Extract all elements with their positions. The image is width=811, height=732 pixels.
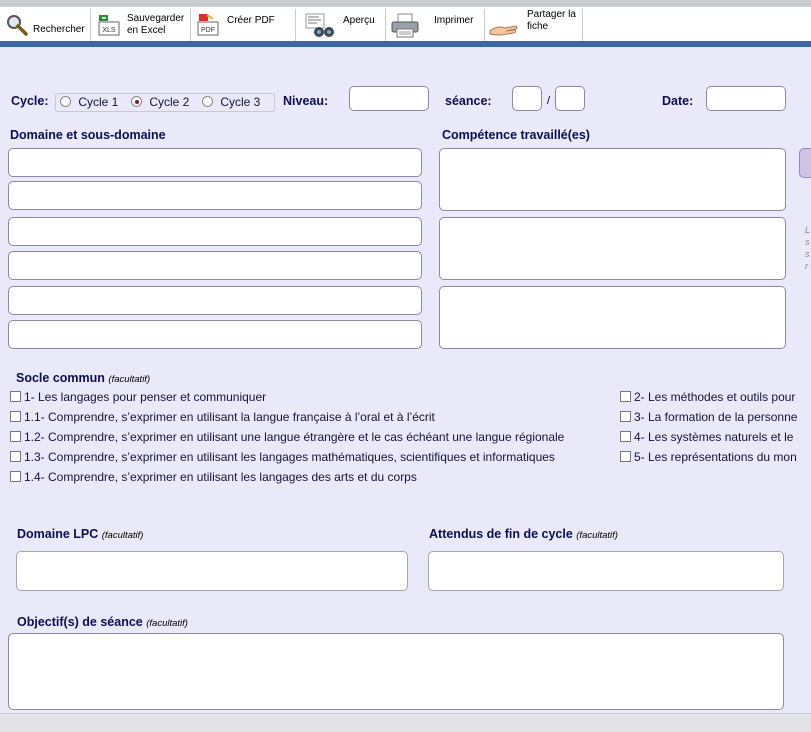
lpc-title	[17, 527, 143, 541]
printer-icon	[390, 13, 420, 37]
cycle-1-label: Cycle 1	[78, 95, 119, 109]
share-label-line1: Partager la	[527, 9, 576, 20]
cycle-1-radio[interactable]	[60, 96, 71, 107]
socle-item-1: 1- Les langages pour penser et communiquer	[24, 390, 267, 404]
save-excel-button[interactable]	[91, 9, 191, 41]
socle-item-1-1: 1.1- Comprendre, s’exprimer en utilisant la langue française à l’oral et à l’écrit	[24, 410, 435, 424]
objectifs-optional: (facultatif)	[146, 618, 188, 629]
socle-checkbox-4[interactable]	[620, 431, 631, 442]
create-pdf-label: Créer PDF	[227, 15, 275, 26]
socle-item-1-2: 1.2- Comprendre, s’exprimer en utilisant une langue étrangère et le cas échéant une langue régionale	[24, 430, 565, 444]
side-hint-char-2: s	[805, 237, 810, 247]
socle-checkbox-1-4[interactable]	[10, 471, 21, 482]
search-button[interactable]	[0, 9, 91, 41]
seance-number-input[interactable]	[512, 86, 542, 111]
domaine-input-6[interactable]	[8, 320, 422, 349]
socle-item-4: 4- Les systèmes naturels et le	[634, 430, 794, 444]
side-hint-char-1: L	[805, 225, 811, 235]
horizontal-scrollbar[interactable]	[0, 713, 811, 732]
date-input[interactable]	[706, 86, 786, 111]
preview-button[interactable]	[296, 9, 386, 41]
domaine-input-2[interactable]	[8, 181, 422, 210]
competence-textarea-1[interactable]	[439, 148, 786, 211]
socle-checkbox-1-2[interactable]	[10, 431, 21, 442]
domaine-input-5[interactable]	[8, 286, 422, 315]
lpc-optional: (facultatif)	[101, 530, 144, 541]
socle-checkbox-5[interactable]	[620, 451, 631, 462]
socle-item-2: 2- Les méthodes et outils pour	[634, 390, 796, 404]
cycle-2-radio[interactable]	[131, 96, 142, 107]
cycle-3-radio[interactable]	[202, 96, 213, 107]
lpc-input[interactable]	[16, 551, 408, 591]
cycle-option-1[interactable]	[60, 94, 118, 110]
attendus-input[interactable]	[428, 551, 784, 591]
save-excel-label-line2: en Excel	[127, 25, 166, 36]
socle-checkbox-2[interactable]	[620, 391, 631, 402]
side-hint-char-3: s	[805, 249, 810, 259]
cycle-radio-group	[55, 93, 275, 112]
create-pdf-button[interactable]	[191, 9, 296, 41]
attendus-title	[429, 527, 618, 541]
socle-checkbox-1[interactable]	[10, 391, 21, 402]
socle-item-1-4: 1.4- Comprendre, s’exprimer en utilisant les langages des arts et du corps	[24, 470, 417, 484]
cycle-option-3[interactable]	[202, 94, 260, 110]
excel-icon-text: XLS	[102, 27, 116, 34]
competence-label: Compétence travaillé(es)	[442, 128, 590, 142]
attendus-optional: (facultatif)	[576, 530, 618, 541]
objectifs-title	[17, 615, 188, 629]
magnifier-icon	[5, 13, 29, 37]
seance-separator: /	[547, 95, 551, 107]
domaine-input-3[interactable]	[8, 217, 422, 246]
preview-label: Aperçu	[343, 15, 375, 26]
share-label	[527, 9, 576, 33]
save-excel-label	[127, 13, 184, 37]
search-label: Rechercher	[33, 24, 85, 35]
niveau-input[interactable]	[349, 86, 429, 111]
domaine-input-4[interactable]	[8, 251, 422, 280]
objectifs-textarea[interactable]	[8, 633, 784, 710]
save-excel-label-line1: Sauvegarder	[127, 13, 185, 24]
excel-file-icon	[96, 13, 120, 37]
cycle-3-label: Cycle 3	[220, 95, 261, 109]
share-hand-icon	[489, 13, 519, 37]
side-hint-char-4: r	[805, 261, 808, 271]
socle-checkbox-1-3[interactable]	[10, 451, 21, 462]
competence-textarea-3[interactable]	[439, 286, 786, 349]
seance-total-input[interactable]	[555, 86, 585, 111]
side-hint-text	[805, 224, 810, 272]
share-label-line2: fiche	[527, 21, 549, 32]
preview-binoculars-icon	[305, 13, 335, 37]
pdf-file-icon	[195, 13, 219, 37]
socle-title-text: Socle commun	[16, 371, 105, 385]
socle-checkbox-3[interactable]	[620, 411, 631, 422]
seance-label: séance:	[445, 94, 492, 108]
cycle-option-2[interactable]	[131, 94, 189, 110]
print-button[interactable]	[386, 9, 485, 41]
cycle-label: Cycle:	[11, 94, 49, 108]
domaine-input-1[interactable]	[8, 148, 422, 177]
socle-optional: (facultatif)	[108, 374, 151, 385]
niveau-label: Niveau:	[283, 94, 329, 108]
side-action-button[interactable]	[799, 148, 811, 178]
pdf-icon-text: PDF	[201, 27, 215, 34]
attendus-title-text: Attendus de fin de cycle	[429, 527, 573, 541]
print-label: Imprimer	[434, 15, 474, 26]
date-label: Date:	[662, 94, 694, 108]
domaine-label: Domaine et sous-domaine	[10, 128, 166, 142]
socle-item-1-3: 1.3- Comprendre, s’exprimer en utilisant les langages mathématiques, scientifiques et informatiques	[24, 450, 555, 464]
toolbar	[0, 6, 811, 42]
lpc-title-text: Domaine LPC	[17, 527, 99, 541]
cycle-2-label: Cycle 2	[149, 95, 190, 109]
share-button[interactable]	[485, 9, 583, 41]
socle-item-3: 3- La formation de la personne	[634, 410, 798, 424]
competence-textarea-2[interactable]	[439, 217, 786, 280]
socle-item-5: 5- Les représentations du mon	[634, 450, 797, 464]
toolbar-bottom-bar	[0, 41, 811, 47]
socle-checkbox-1-1[interactable]	[10, 411, 21, 422]
socle-title	[16, 371, 150, 385]
objectifs-title-text: Objectif(s) de séance	[17, 615, 143, 629]
